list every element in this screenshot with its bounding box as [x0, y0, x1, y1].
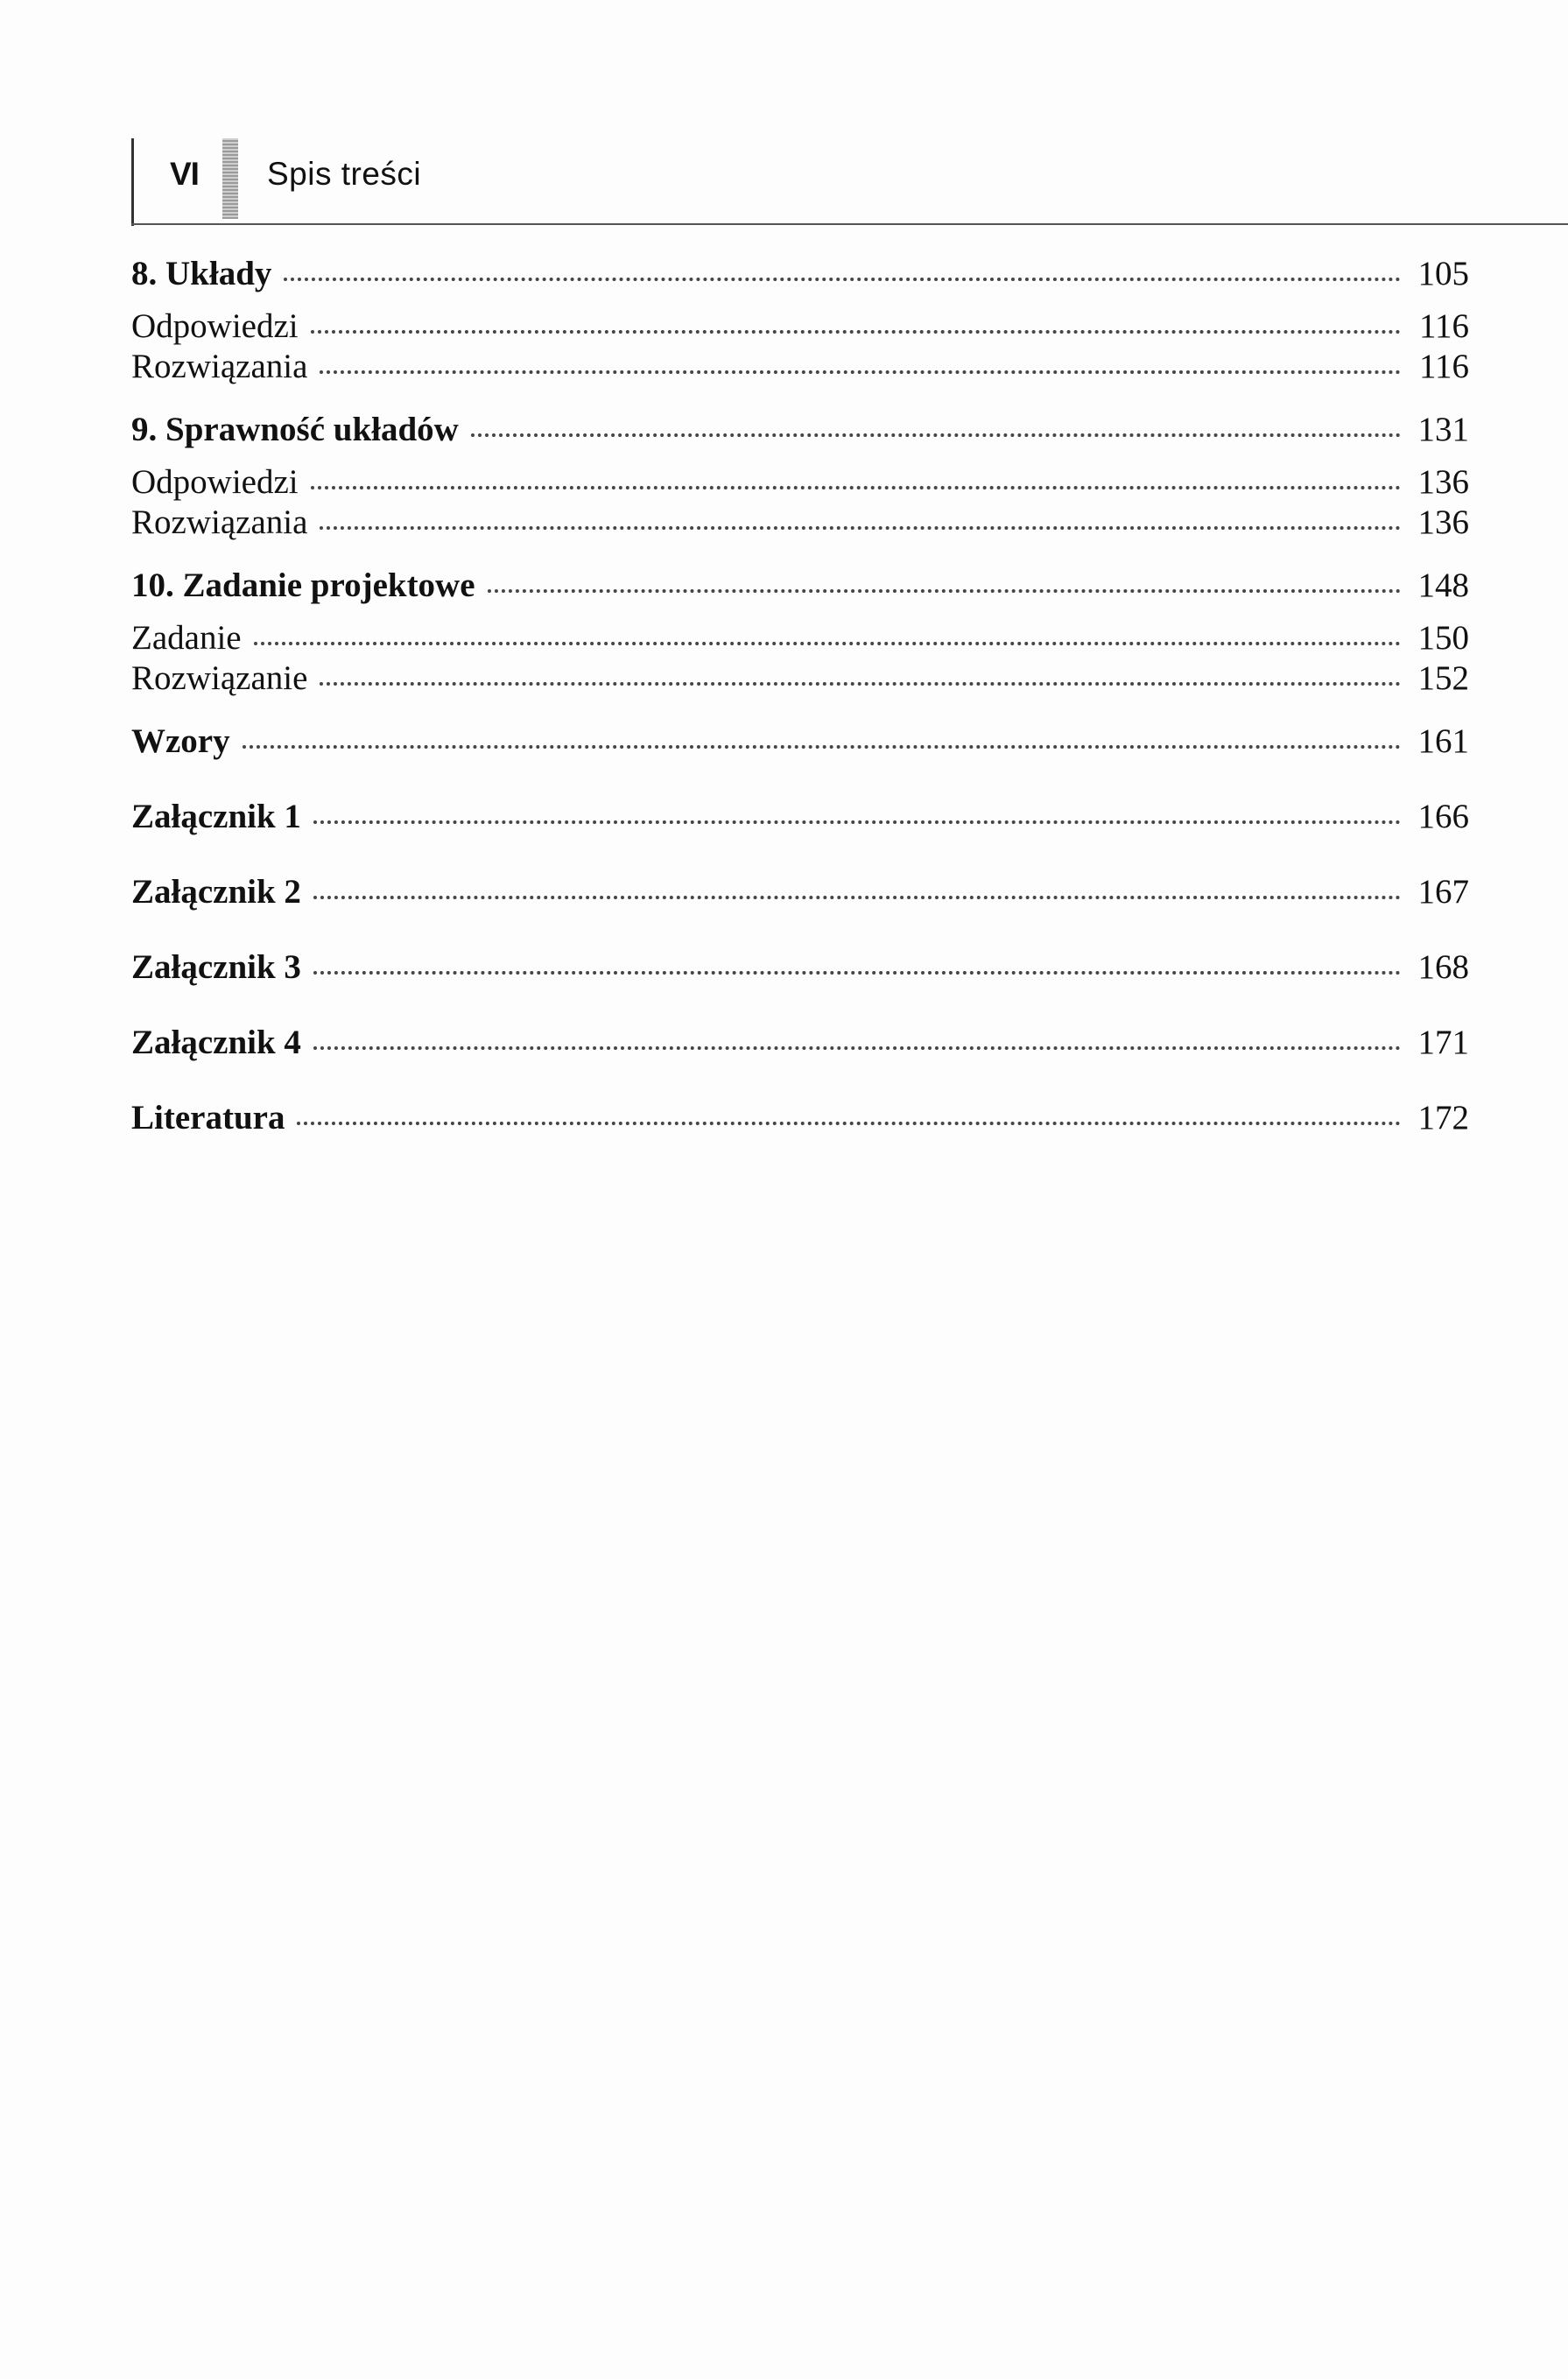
dot-leader [284, 278, 1401, 281]
toc-entry-page: 171 [1417, 1024, 1469, 1061]
dot-leader [320, 370, 1401, 374]
toc-entry-page: 116 [1418, 307, 1469, 345]
dot-leader [311, 330, 1401, 334]
toc-entry-solutions[interactable] [131, 503, 1469, 543]
dot-leader [297, 1122, 1401, 1125]
toc-entry-page: 136 [1417, 463, 1469, 501]
toc-entry-answers[interactable] [131, 306, 1469, 347]
toc-entry-label: Załącznik 2 [131, 873, 301, 911]
toc-entry-label: 9. Sprawność układów [131, 411, 459, 448]
table-of-contents [131, 254, 1469, 1138]
dot-leader [313, 971, 1401, 975]
dot-leader [488, 589, 1401, 593]
toc-entry-label: Załącznik 4 [131, 1024, 301, 1061]
header-left-rule [131, 138, 134, 226]
header-gray-bar [222, 138, 238, 219]
toc-entry-chapter-9[interactable] [131, 410, 1469, 450]
toc-entry-label: Załącznik 1 [131, 798, 301, 835]
dot-leader [311, 486, 1401, 489]
dot-leader [320, 682, 1401, 686]
toc-entry-bibliography[interactable] [131, 1098, 1469, 1138]
toc-entry-appendix-3[interactable] [131, 947, 1469, 988]
dot-leader [243, 745, 1401, 749]
toc-entry-label: 8. Układy [131, 255, 272, 292]
toc-entry-page: 105 [1417, 255, 1469, 292]
toc-entry-appendix-2[interactable] [131, 872, 1469, 912]
toc-entry-label: Rozwiązania [131, 503, 308, 541]
toc-entry-chapter-10[interactable] [131, 566, 1469, 606]
toc-entry-label: Literatura [131, 1099, 285, 1137]
toc-entry-page: 166 [1417, 798, 1469, 835]
toc-entry-label: Odpowiedzi [131, 307, 299, 345]
toc-entry-solution[interactable] [131, 658, 1469, 699]
toc-entry-page: 168 [1417, 948, 1469, 986]
toc-entry-page: 152 [1417, 659, 1469, 697]
toc-entry-label: 10. Zadanie projektowe [131, 567, 475, 604]
toc-entry-appendix-1[interactable] [131, 797, 1469, 837]
dot-leader [313, 820, 1401, 824]
page-number: VI [170, 156, 199, 192]
toc-entry-label: Rozwiązania [131, 348, 308, 385]
running-header [131, 131, 1568, 228]
toc-entry-label: Wzory [131, 722, 230, 760]
toc-entry-formulas[interactable] [131, 721, 1469, 762]
header-rule [131, 223, 1568, 225]
toc-entry-page: 150 [1417, 619, 1469, 657]
toc-entry-label: Zadanie [131, 619, 242, 657]
header-title: Spis treści [267, 156, 422, 192]
toc-entry-solutions[interactable] [131, 347, 1469, 387]
dot-leader [320, 526, 1401, 530]
dot-leader [254, 642, 1401, 645]
toc-entry-label: Rozwiązanie [131, 659, 308, 697]
toc-entry-page: 167 [1417, 873, 1469, 911]
toc-entry-page: 148 [1417, 567, 1469, 604]
toc-entry-answers[interactable] [131, 462, 1469, 503]
toc-entry-page: 161 [1417, 722, 1469, 760]
toc-entry-page: 136 [1417, 503, 1469, 541]
dot-leader [313, 896, 1401, 899]
dot-leader [313, 1046, 1401, 1050]
toc-entry-task[interactable] [131, 618, 1469, 658]
dot-leader [471, 433, 1401, 437]
toc-entry-label: Załącznik 3 [131, 948, 301, 986]
toc-entry-appendix-4[interactable] [131, 1023, 1469, 1063]
toc-entry-label: Odpowiedzi [131, 463, 299, 501]
toc-entry-page: 116 [1418, 348, 1469, 385]
toc-entry-chapter-8[interactable] [131, 254, 1469, 294]
toc-entry-page: 172 [1417, 1099, 1469, 1137]
toc-entry-page: 131 [1417, 411, 1469, 448]
